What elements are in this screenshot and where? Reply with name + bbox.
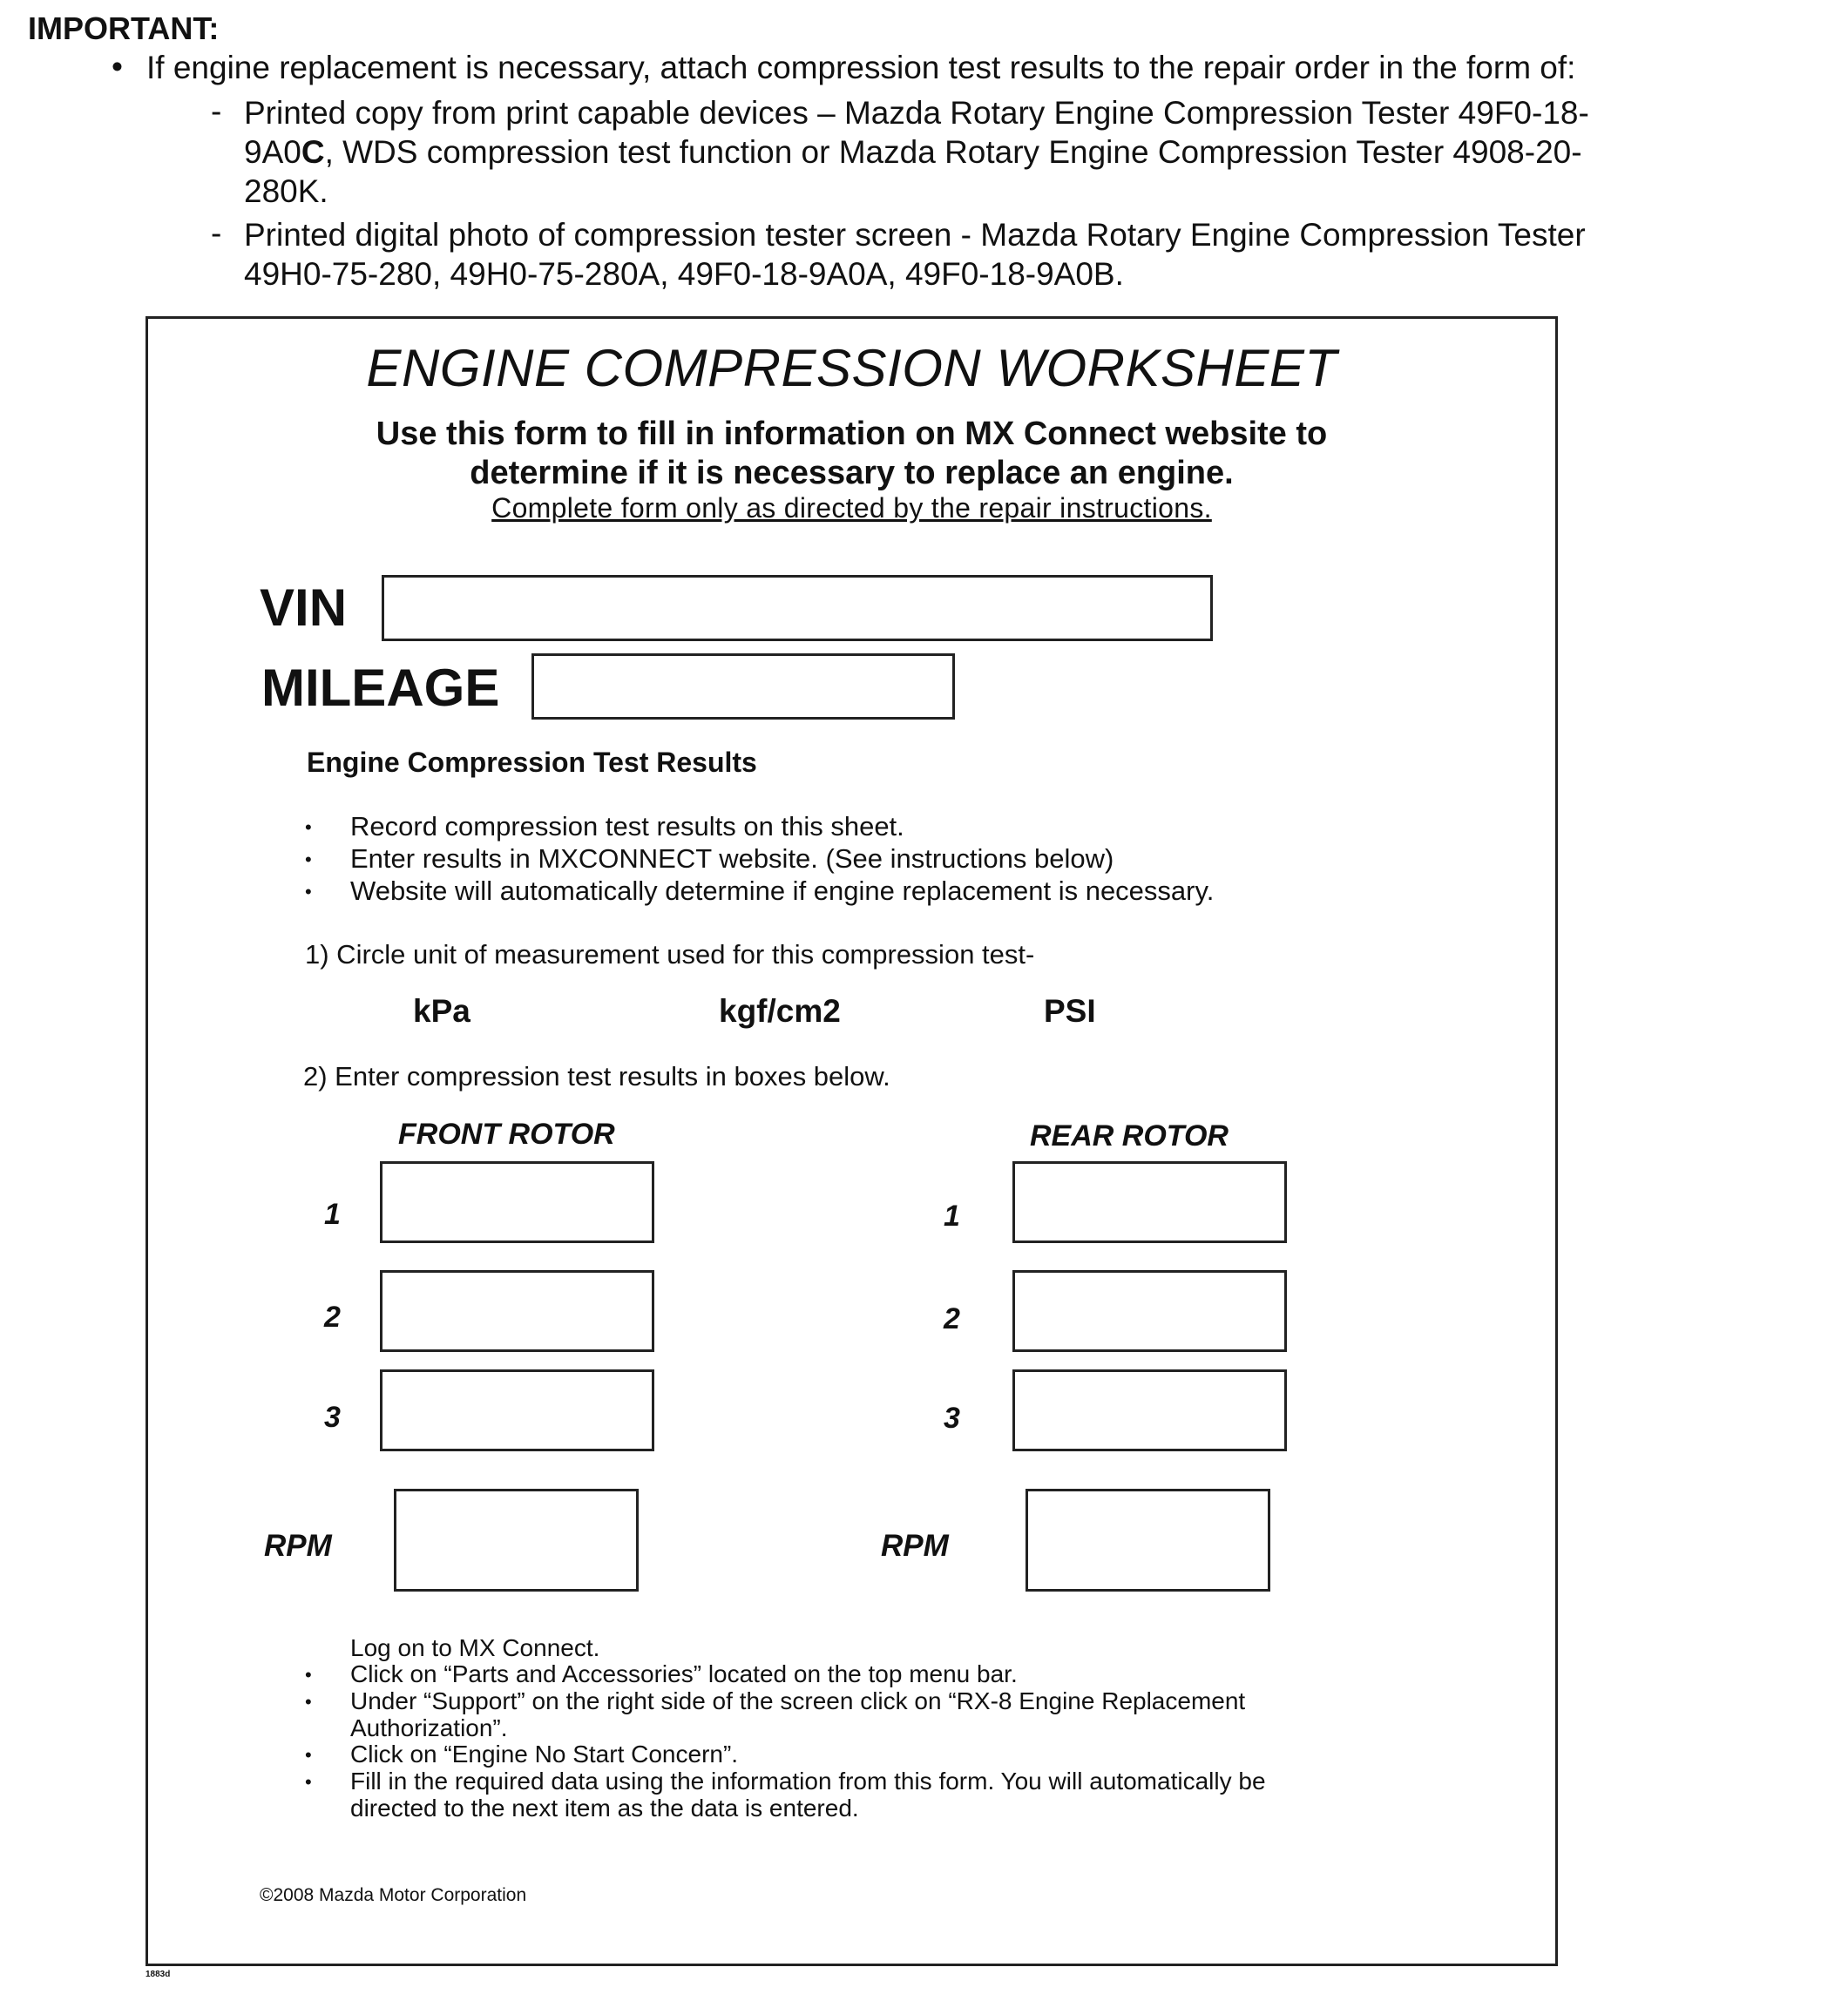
bullet-marker: • bbox=[305, 1664, 312, 1686]
vin-field[interactable] bbox=[382, 575, 1213, 641]
bullet-marker: • bbox=[305, 848, 312, 870]
rear-row-number: 1 bbox=[944, 1200, 960, 1233]
step-2: 2) Enter compression test results in boxes below. bbox=[303, 1061, 890, 1092]
rear-rpm-label: RPM bbox=[881, 1529, 949, 1563]
rear-row-number: 3 bbox=[944, 1402, 960, 1435]
instruction-3: Click on “Engine No Start Concern”. bbox=[350, 1741, 739, 1768]
rear-rotor-reading-3[interactable] bbox=[1012, 1369, 1287, 1451]
important-title: IMPORTANT: bbox=[28, 10, 220, 46]
front-rpm-label: RPM bbox=[264, 1529, 332, 1563]
unit-option-kgf[interactable]: kgf/cm2 bbox=[719, 993, 841, 1029]
sub-item-2-line-2: 49H0-75-280, 49H0-75-280A, 49F0-18-9A0A, 49F0-18-9A0B. bbox=[244, 256, 1124, 292]
unit-option-psi[interactable]: PSI bbox=[1044, 993, 1096, 1029]
results-heading: Engine Compression Test Results bbox=[307, 747, 757, 778]
rear-rotor-reading-2[interactable] bbox=[1012, 1270, 1287, 1352]
front-row-number: 3 bbox=[324, 1401, 341, 1434]
worksheet-subtitle-1: Use this form to fill in information on MX Connect website to bbox=[376, 416, 1328, 452]
rear-rpm-field[interactable] bbox=[1026, 1489, 1270, 1592]
front-row-number: 1 bbox=[324, 1198, 341, 1231]
sub-item-1-line-3: 280K. bbox=[244, 173, 328, 209]
mileage-field[interactable] bbox=[531, 653, 955, 720]
instruction-2-line-1: Under “Support” on the right side of the screen click on “RX-8 Engine Replacement bbox=[350, 1687, 1246, 1714]
worksheet-title: ENGINE COMPRESSION WORKSHEET bbox=[366, 339, 1337, 397]
dash-marker: - bbox=[211, 215, 222, 251]
rear-rotor-reading-1[interactable] bbox=[1012, 1161, 1287, 1243]
step-1: 1) Circle unit of measurement used for this compression test- bbox=[305, 939, 1035, 970]
bullet-marker: • bbox=[305, 1771, 312, 1793]
rear-row-number: 2 bbox=[944, 1302, 960, 1335]
bullet-marker: • bbox=[305, 881, 312, 902]
front-rotor-reading-3[interactable] bbox=[380, 1369, 654, 1451]
instruction-2-line-2: Authorization”. bbox=[350, 1714, 508, 1741]
important-bullet-marker: • bbox=[112, 49, 123, 85]
bullet-marker: • bbox=[305, 1744, 312, 1766]
copyright: ©2008 Mazda Motor Corporation bbox=[260, 1885, 527, 1905]
front-rotor-reading-2[interactable] bbox=[380, 1270, 654, 1352]
dash-marker: - bbox=[211, 93, 222, 129]
results-bullet-3: Website will automatically determine if engine replacement is necessary. bbox=[350, 875, 1215, 906]
front-row-number: 2 bbox=[324, 1301, 341, 1334]
important-bullet-text: If engine replacement is necessary, attach compression test results to the repair order in the form of: bbox=[146, 50, 1576, 85]
bullet-marker: • bbox=[305, 816, 312, 838]
front-rotor-heading: FRONT ROTOR bbox=[398, 1118, 615, 1151]
vin-label: VIN bbox=[260, 578, 348, 637]
instructions-intro: Log on to MX Connect. bbox=[350, 1634, 600, 1661]
sub-item-1-line-2: 9A0C, WDS compression test function or Mazda Rotary Engine Compression Tester 4908-20- bbox=[244, 134, 1582, 170]
front-rotor-reading-1[interactable] bbox=[380, 1161, 654, 1243]
document-code: 1883d bbox=[146, 1970, 171, 1979]
sub-item-2-line-1: Printed digital photo of compression tester screen - Mazda Rotary Engine Compression Tester bbox=[244, 217, 1586, 253]
mileage-label: MILEAGE bbox=[261, 659, 500, 717]
instruction-4-line-2: directed to the next item as the data is entered. bbox=[350, 1795, 859, 1822]
front-rpm-field[interactable] bbox=[394, 1489, 639, 1592]
results-bullet-2: Enter results in MXCONNECT website. (See instructions below) bbox=[350, 843, 1114, 874]
rear-rotor-heading: REAR ROTOR bbox=[1030, 1119, 1229, 1153]
instruction-1: Click on “Parts and Accessories” located on the top menu bar. bbox=[350, 1660, 1018, 1687]
worksheet-subtitle-note: Complete form only as directed by the repair instructions. bbox=[491, 492, 1212, 524]
bullet-marker: • bbox=[305, 1691, 312, 1713]
instruction-4-line-1: Fill in the required data using the information from this form. You will automatically be bbox=[350, 1768, 1266, 1795]
unit-option-kpa[interactable]: kPa bbox=[413, 993, 470, 1029]
sub-item-1-line-1: Printed copy from print capable devices – Mazda Rotary Engine Compression Tester 49F0-18- bbox=[244, 95, 1589, 131]
worksheet-subtitle-2: determine if it is necessary to replace an engine. bbox=[470, 455, 1234, 491]
results-bullet-1: Record compression test results on this sheet. bbox=[350, 811, 904, 842]
